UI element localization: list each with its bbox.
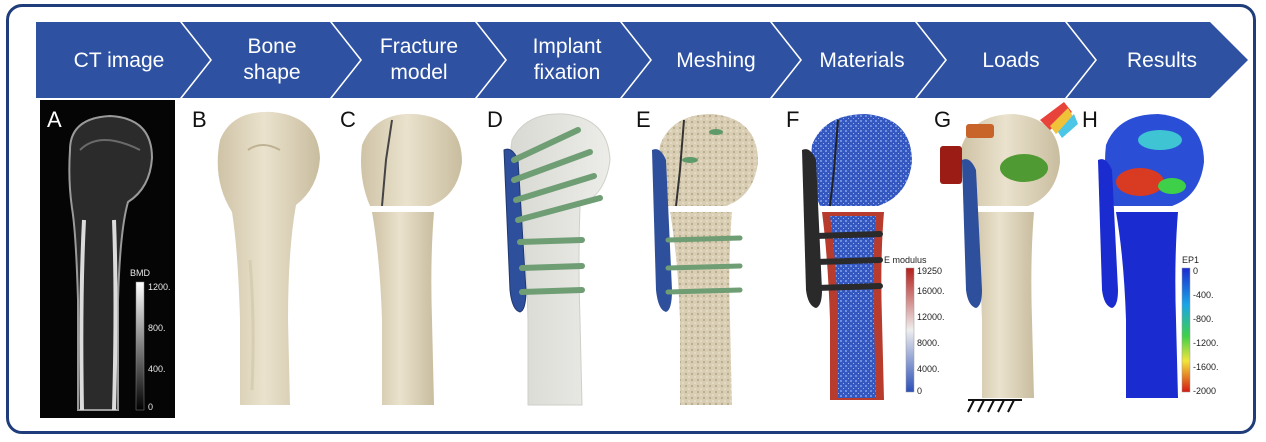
emod-tick-19250: 19250 (917, 266, 943, 276)
emod-tick-12000: 12000. (917, 312, 945, 322)
bmd-tick-400: 400. (148, 364, 166, 374)
ep1-scale-title: EP1 (1182, 255, 1200, 265)
muscle-load-orange (966, 124, 994, 138)
emod-tick-8000: 8000. (917, 338, 940, 348)
panel-b-bone-shape (192, 107, 320, 405)
step-label-fixation: fixation (533, 61, 601, 84)
panel-label-f: F (786, 107, 800, 132)
emod-tick-0: 0 (917, 386, 923, 396)
bmd-tick-0: 0 (148, 402, 154, 412)
panel-label-b: B (192, 107, 207, 132)
step-label-shape: shape (243, 61, 301, 84)
ep1-tick-1200: -1200. (1193, 338, 1219, 348)
ep1-tick-1600: -1600. (1193, 362, 1219, 372)
bmd-tick-800: 800. (148, 323, 166, 333)
bmd-tick-1200: 1200. (148, 282, 171, 292)
panel-g-loads (934, 102, 1078, 412)
muscle-load-red-left (940, 146, 962, 184)
panel-h-results (1082, 107, 1219, 398)
emodulus-colorbar (884, 255, 945, 396)
panel-label-a: A (47, 107, 62, 132)
emod-tick-16000: 16000. (917, 286, 945, 296)
panel-label-g: G (934, 107, 952, 132)
panel-c-fracture-model (340, 107, 462, 405)
step-label-bone: Bone (247, 35, 297, 58)
ep1-tick-0: 0 (1193, 266, 1199, 276)
panel-d-implant-fixation (487, 107, 610, 405)
panel-label-e: E (636, 107, 651, 132)
muscle-load-green (1000, 154, 1048, 182)
emod-scale-title: E modulus (884, 255, 927, 265)
fixed-support (968, 400, 1022, 412)
step-label-materials: Materials (819, 49, 905, 72)
step-label-implant: Implant (532, 35, 602, 58)
ep1-tick-800: -800. (1193, 314, 1214, 324)
panel-label-c: C (340, 107, 356, 132)
panel-a-ct-image (40, 100, 175, 418)
panel-f-materials (786, 107, 945, 400)
step-label-fracture: Fracture (379, 35, 459, 58)
panel-e-meshing (636, 107, 758, 405)
panel-label-d: D (487, 107, 503, 132)
emod-tick-4000: 4000. (917, 364, 940, 374)
step-label-model: model (390, 61, 448, 84)
ep1-tick-2000: -2000 (1193, 386, 1217, 396)
step-label-results: Results (1126, 49, 1198, 72)
bmd-scale-title: BMD (130, 268, 150, 278)
pipeline-arrows (36, 22, 1248, 98)
ep1-colorbar (1182, 255, 1219, 396)
step-label-loads: Loads (982, 49, 1040, 72)
step-label-meshing: Meshing (676, 49, 756, 72)
panel-label-h: H (1082, 107, 1098, 132)
step-label-ct-image: CT image (73, 49, 165, 72)
ep1-tick-400: -400. (1193, 290, 1214, 300)
